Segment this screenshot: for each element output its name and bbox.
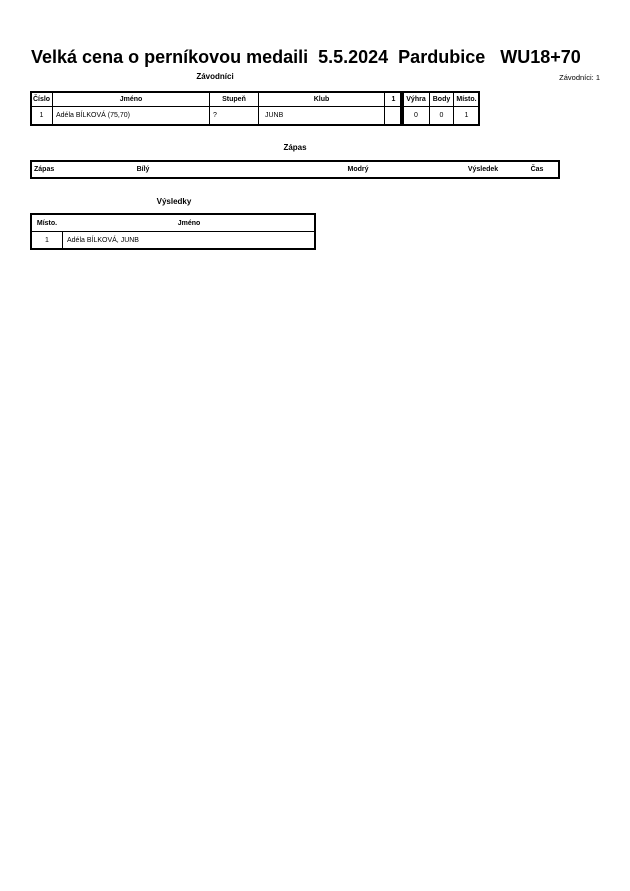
- col-header-cislo: Číslo: [32, 96, 51, 103]
- cell-vyhra: 0: [414, 112, 418, 119]
- cell-round-1: [385, 107, 402, 124]
- col-header-jmeno: Jméno: [119, 96, 143, 103]
- cell-misto: 1: [45, 236, 49, 244]
- cell-misto: 1: [464, 112, 469, 119]
- competitors-count: Závodníci: 1: [559, 73, 600, 82]
- col-header-modry: Modrý: [347, 166, 369, 173]
- competitors-heading: Závodníci: [196, 72, 234, 81]
- results-heading: Výsledky: [156, 197, 192, 206]
- col-header-vysledek: Výsledek: [467, 166, 499, 173]
- col-header-stupen: Stupeň: [222, 96, 246, 103]
- page-title: Velká cena o perníkovou medaili 5.5.2024 Pardubice WU18+70: [31, 47, 581, 67]
- matches-heading: Zápas: [283, 143, 307, 152]
- col-header-klub: Klub: [313, 96, 330, 103]
- col-header-zapas: Zápas: [34, 166, 55, 173]
- col-divider: [62, 232, 63, 248]
- col-header-round-1: 1: [391, 96, 396, 103]
- col-header-cas: Čas: [530, 166, 544, 173]
- col-header-jmeno: Jméno: [177, 219, 201, 227]
- col-header-body: Body: [432, 96, 451, 103]
- cell-cislo: 1: [39, 112, 44, 119]
- col-header-bily: Bílý: [136, 166, 150, 173]
- col-header-vyhra: Výhra: [406, 96, 426, 103]
- cell-stupen: ?: [213, 112, 217, 119]
- cell-jmeno: Adéla BÍLKOVÁ (75,70): [56, 112, 130, 119]
- cell-jmeno: Adéla BÍLKOVÁ, JUNB: [67, 236, 139, 244]
- cell-klub: JUNB: [265, 112, 284, 119]
- col-header-misto: Místo.: [456, 96, 477, 103]
- cell-body: 0: [439, 112, 444, 119]
- col-header-misto: Místo.: [36, 219, 58, 227]
